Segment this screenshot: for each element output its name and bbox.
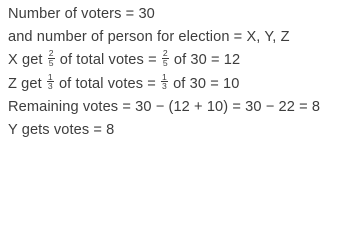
remaining-votes-line: Remaining votes = 30 − (12 + 10) = 30 − 22 = 8	[8, 98, 321, 115]
z-votes-prefix: Z get	[8, 75, 46, 92]
fraction-denominator: 3	[47, 81, 53, 92]
fraction-numerator: 1	[162, 71, 167, 82]
fraction-numerator: 2	[48, 48, 54, 59]
fraction-numerator: 1	[47, 71, 53, 82]
y-votes-line: Y gets votes = 8	[8, 121, 115, 138]
z-fraction-2	[161, 73, 168, 91]
fraction-numerator: 2	[162, 48, 168, 59]
z-votes-line	[8, 73, 344, 96]
x-votes-prefix: X get	[8, 52, 47, 69]
x-votes-middle: of total votes =	[55, 52, 161, 69]
fraction-denominator: 5	[162, 58, 168, 69]
voters-count-line: Number of voters = 30	[8, 6, 155, 22]
candidates-line: and number of person for election = X, Y, Z	[8, 29, 290, 46]
x-votes-line	[8, 49, 344, 72]
z-votes-middle: of total votes =	[54, 75, 161, 92]
fraction-denominator: 3	[162, 81, 167, 92]
fraction-denominator: 5	[48, 58, 54, 69]
z-votes-result: of 30 = 10	[168, 75, 240, 92]
x-fraction-2	[162, 49, 169, 67]
x-fraction-1	[48, 49, 55, 67]
x-votes-result: of 30 = 12	[169, 52, 241, 69]
solution-text	[8, 3, 344, 142]
z-fraction-1	[47, 73, 54, 91]
